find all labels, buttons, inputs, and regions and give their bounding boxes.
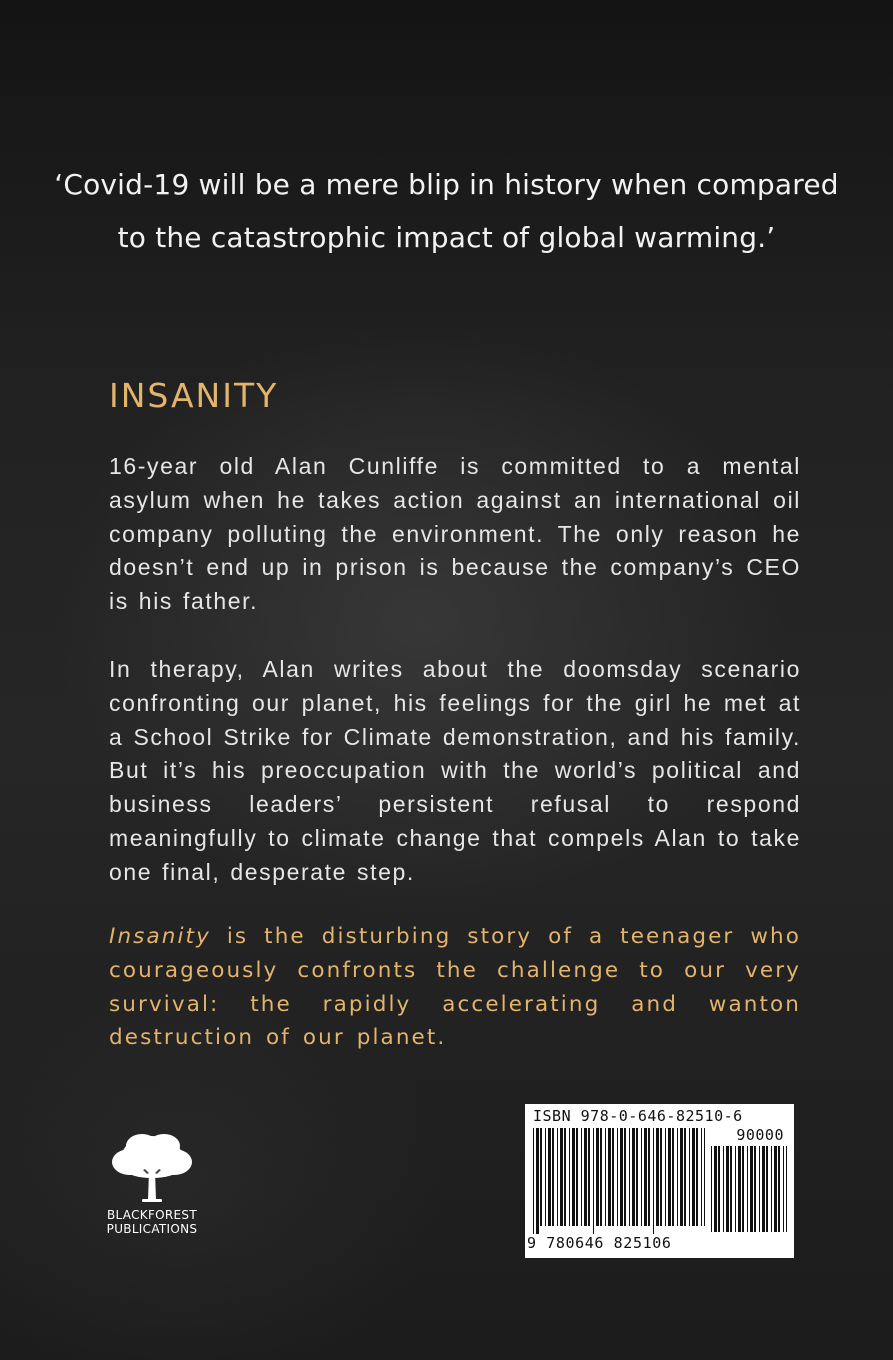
barcode-bar (636, 1128, 638, 1226)
barcode-bar (536, 1128, 539, 1234)
barcode-bar (656, 1128, 659, 1226)
barcode-bar (747, 1146, 748, 1232)
barcode-bar (533, 1128, 534, 1234)
barcode-bar (684, 1128, 686, 1226)
barcode-bar (653, 1128, 654, 1234)
blurb-paragraph-1: 16-year old Alan Cunliffe is committed to a mental asylum when he takes action against an international oil company polluting the environment. The only reason he doesn’t end up in prison is because the company’s CEO is his father. (109, 453, 801, 615)
barcode-bar (738, 1146, 741, 1232)
barcode-bar (718, 1146, 720, 1232)
barcode-bar (660, 1128, 662, 1226)
barcode-bar (701, 1128, 702, 1226)
barcode-bar (778, 1146, 780, 1232)
barcode-bar (648, 1128, 650, 1226)
book-title-italic: Insanity (109, 924, 211, 949)
barcode-bar (548, 1128, 551, 1226)
barcode-bar (762, 1146, 765, 1232)
barcode-bar (677, 1128, 678, 1226)
barcode-bar (696, 1128, 698, 1226)
publisher-name-line1: BLACKFOREST (107, 1208, 197, 1222)
barcode-bar (557, 1128, 558, 1226)
blurb-paragraph-3 (109, 920, 801, 1055)
barcode-bar (766, 1146, 768, 1232)
barcode-bars (533, 1128, 705, 1240)
barcode-bar (672, 1128, 674, 1226)
barcode-bar (689, 1128, 690, 1226)
barcode-bar (735, 1146, 736, 1232)
barcode-bar (641, 1128, 642, 1226)
barcode-bar (774, 1146, 777, 1232)
publisher-logo (104, 1120, 200, 1240)
barcode-bar (632, 1128, 635, 1226)
blurb-paragraph-2: In therapy, Alan writes about the doomsday scenario confronting our planet, his feelings for the girl he met at a School Strike for Climate demonstration, and his family. But it’s his preoccupation with the world’s political and business leaders’ persistent refusal to respond meaningfully to climate change that compels Alan to take one final, desperate step. (109, 656, 801, 885)
barcode-bar (730, 1146, 732, 1232)
book-title: INSANITY (109, 376, 279, 415)
barcode-bar (668, 1128, 671, 1226)
cover-quote: ‘Covid-19 will be a mere blip in history when compared to the catastrophic impact of global warming.’ (54, 168, 839, 254)
barcode-bar (680, 1128, 683, 1226)
barcode-bar (572, 1128, 575, 1226)
barcode-bar (771, 1146, 772, 1232)
barcode-bar (617, 1128, 618, 1226)
barcode-bar (692, 1128, 695, 1226)
barcode-bar (569, 1128, 570, 1226)
barcode-bar (581, 1128, 582, 1226)
barcode-bar (723, 1146, 724, 1232)
barcode-bar (714, 1146, 717, 1232)
barcode-bar (704, 1128, 705, 1226)
barcode-bar (545, 1128, 546, 1226)
barcode-bar (612, 1128, 614, 1226)
barcode-bar (759, 1146, 760, 1232)
barcode-bar (608, 1128, 611, 1226)
barcode-bar (711, 1146, 712, 1232)
barcode-bar (596, 1128, 599, 1226)
barcode-bar (540, 1128, 542, 1226)
price-code: 90000 (736, 1126, 784, 1144)
barcode-bar (786, 1146, 787, 1232)
barcode-bar (605, 1128, 606, 1226)
barcode-bar (750, 1146, 753, 1232)
publisher-name-line2: PUBLICATIONS (106, 1222, 198, 1236)
barcode-bar (644, 1128, 647, 1226)
barcode-bar (600, 1128, 602, 1226)
barcode-bar (629, 1128, 630, 1226)
barcode-bar (620, 1128, 623, 1226)
isbn-label: ISBN 978-0-646-82510-6 (533, 1107, 743, 1125)
isbn-barcode (525, 1104, 794, 1258)
blurb-paragraph-3-text: is the disturbing story of a teenager who courageously confronts the challenge to our very survival: the rapidly accelerating and wanton destruction of our planet. (109, 924, 801, 1051)
barcode-bar (560, 1128, 563, 1226)
barcode-bar (588, 1128, 590, 1226)
barcode-bar (552, 1128, 554, 1226)
barcode-bar (665, 1128, 666, 1226)
barcode-bar (584, 1128, 587, 1226)
barcode-bar (754, 1146, 756, 1232)
barcode-bar (624, 1128, 626, 1226)
barcode-bar (783, 1146, 784, 1232)
barcode-digits: 9 780646 825106 (527, 1234, 672, 1252)
barcode-addon-bars (711, 1146, 787, 1240)
barcode-bar (576, 1128, 578, 1226)
tree-icon (108, 1126, 196, 1206)
barcode-bar (742, 1146, 744, 1232)
barcode-bar (593, 1128, 594, 1234)
barcode-bar (726, 1146, 729, 1232)
barcode-bar (564, 1128, 566, 1226)
